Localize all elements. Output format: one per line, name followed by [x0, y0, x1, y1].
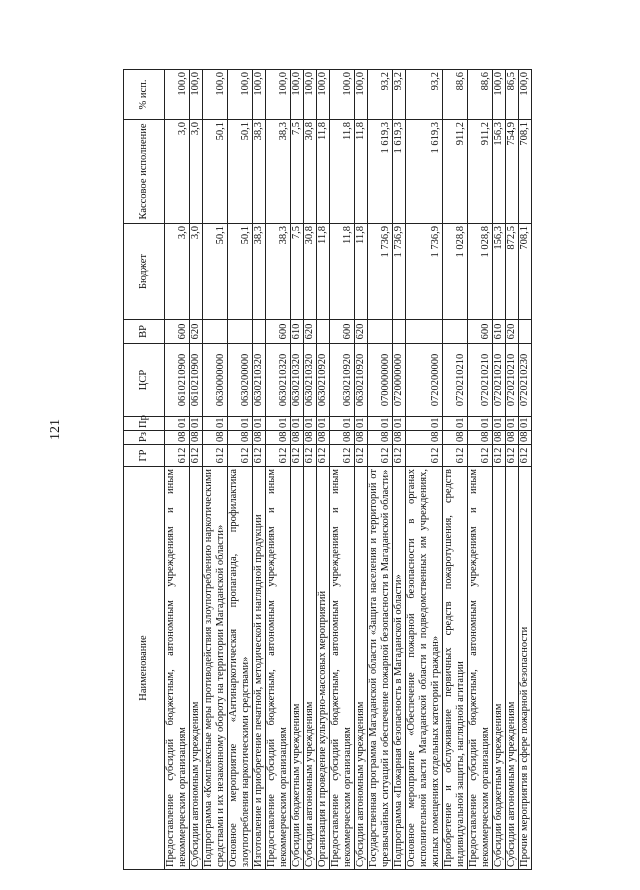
cell-pct: 100,0	[291, 70, 304, 120]
table-header-row	[124, 70, 165, 870]
cell-pct: 100,0	[253, 70, 266, 120]
table-row	[190, 70, 203, 870]
table-row	[266, 70, 291, 870]
cell-csr: 0630210320	[266, 344, 291, 417]
cell-vr	[228, 320, 253, 344]
cell-vr: 620	[304, 320, 317, 344]
cell-pct: 88,6	[468, 70, 493, 120]
cell-name: Субсидии автономным учреждениям	[304, 467, 317, 870]
cell-gr: 612	[253, 445, 266, 467]
cell-vr: 600	[468, 320, 493, 344]
cell-cash: 911,2	[468, 120, 493, 224]
cell-csr: 0700000000	[368, 344, 393, 417]
cell-pct: 93,2	[368, 70, 393, 120]
header-name: Наименование	[124, 467, 165, 870]
table-row	[519, 70, 532, 870]
cell-cash: 911,2	[443, 120, 468, 224]
cell-rz: 08	[443, 431, 468, 445]
cell-budget: 1 736,9	[406, 224, 443, 320]
header-cash: Кассовое исполнение	[124, 120, 165, 224]
cell-pr: 01	[165, 417, 190, 431]
cell-csr: 0720210230	[519, 344, 532, 417]
cell-pr: 01	[393, 417, 406, 431]
cell-cash: 754,9	[506, 120, 519, 224]
cell-gr: 612	[406, 445, 443, 467]
cell-pct: 100,0	[330, 70, 355, 120]
cell-rz: 08	[266, 431, 291, 445]
table-row	[355, 70, 368, 870]
cell-csr: 0720210210	[506, 344, 519, 417]
cell-pr: 01	[443, 417, 468, 431]
cell-rz: 08	[165, 431, 190, 445]
cell-pct: 100,0	[317, 70, 330, 120]
cell-cash: 38,3	[253, 120, 266, 224]
cell-name: Приобретение и обслуживание первичных средств пожаротушения, средств индивидуальной защиты, наглядной агитации	[443, 467, 468, 870]
cell-budget: 38,3	[253, 224, 266, 320]
cell-pr: 01	[203, 417, 228, 431]
cell-pct: 88,6	[443, 70, 468, 120]
cell-pr: 01	[190, 417, 203, 431]
cell-name: Подпрограмма «Комплексные меры противодействия злоупотреблению наркотическими средствами и их незаконному обороту на территории Магаданской области»	[203, 467, 228, 870]
cell-vr: 610	[493, 320, 506, 344]
cell-pct: 100,0	[266, 70, 291, 120]
table-row	[253, 70, 266, 870]
cell-vr: 620	[190, 320, 203, 344]
cell-pct: 100,0	[355, 70, 368, 120]
budget-table	[123, 69, 532, 870]
cell-budget: 1 736,9	[393, 224, 406, 320]
cell-cash: 156,3	[493, 120, 506, 224]
cell-vr: 600	[266, 320, 291, 344]
cell-pr: 01	[355, 417, 368, 431]
cell-pr: 01	[253, 417, 266, 431]
cell-gr: 612	[506, 445, 519, 467]
cell-pr: 01	[493, 417, 506, 431]
header-gr: ГР	[124, 445, 165, 467]
cell-cash: 3,0	[165, 120, 190, 224]
table-row	[443, 70, 468, 870]
cell-gr: 612	[203, 445, 228, 467]
cell-pr: 01	[506, 417, 519, 431]
cell-cash: 11,8	[330, 120, 355, 224]
cell-vr	[406, 320, 443, 344]
header-pct: % исп.	[124, 70, 165, 120]
table-row	[304, 70, 317, 870]
cell-pr: 01	[291, 417, 304, 431]
cell-gr: 612	[468, 445, 493, 467]
cell-rz: 08	[304, 431, 317, 445]
cell-name: Предоставление субсидий бюджетным, автономным учреждениям и иным некоммерческим организациям	[266, 467, 291, 870]
cell-cash: 1 619,3	[393, 120, 406, 224]
cell-vr: 600	[330, 320, 355, 344]
cell-vr	[393, 320, 406, 344]
cell-name: Основное мероприятие «Обеспечение пожарной безопасности в органах исполнительной власти Магаданской области и подведомственных им учреждениях, жилых помещениях отдельных категорий граждан»	[406, 467, 443, 870]
cell-cash: 7,5	[291, 120, 304, 224]
cell-name: Предоставление субсидий бюджетным, автономным учреждениям и иным некоммерческим организациям	[468, 467, 493, 870]
cell-vr	[368, 320, 393, 344]
cell-csr: 0610210900	[165, 344, 190, 417]
table-row	[203, 70, 228, 870]
cell-csr: 0630000000	[203, 344, 228, 417]
cell-vr: 620	[506, 320, 519, 344]
cell-budget: 156,3	[493, 224, 506, 320]
cell-gr: 612	[355, 445, 368, 467]
cell-rz: 08	[519, 431, 532, 445]
cell-csr: 0610210900	[190, 344, 203, 417]
cell-gr: 612	[291, 445, 304, 467]
cell-name: Субсидии автономным учреждениям	[190, 467, 203, 870]
table-row	[317, 70, 330, 870]
cell-rz: 08	[393, 431, 406, 445]
cell-rz: 08	[253, 431, 266, 445]
cell-cash: 3,0	[190, 120, 203, 224]
cell-pct: 100,0	[493, 70, 506, 120]
cell-cash: 38,3	[266, 120, 291, 224]
cell-csr: 0630210920	[317, 344, 330, 417]
cell-pct: 100,0	[165, 70, 190, 120]
cell-pr: 01	[468, 417, 493, 431]
cell-csr: 0630210920	[330, 344, 355, 417]
cell-vr	[317, 320, 330, 344]
cell-vr	[443, 320, 468, 344]
header-rz: Рз	[124, 431, 165, 445]
cell-gr: 612	[393, 445, 406, 467]
cell-rz: 08	[355, 431, 368, 445]
cell-rz: 08	[190, 431, 203, 445]
cell-pct: 93,2	[406, 70, 443, 120]
cell-gr: 612	[519, 445, 532, 467]
table-row	[406, 70, 443, 870]
table-row	[493, 70, 506, 870]
table-row	[330, 70, 355, 870]
cell-cash: 1 619,3	[368, 120, 393, 224]
cell-gr: 612	[330, 445, 355, 467]
cell-gr: 612	[228, 445, 253, 467]
cell-cash: 708,1	[519, 120, 532, 224]
cell-name: Организация и проведение культурно-массовых мероприятий	[317, 467, 330, 870]
cell-pct: 93,2	[393, 70, 406, 120]
table-row	[291, 70, 304, 870]
cell-budget: 50,1	[203, 224, 228, 320]
cell-budget: 1 736,9	[368, 224, 393, 320]
cell-name: Предоставление субсидий бюджетным, автономным учреждениям и иным некоммерческим организациям	[165, 467, 190, 870]
cell-rz: 08	[330, 431, 355, 445]
cell-csr: 0720210210	[468, 344, 493, 417]
cell-pr: 01	[228, 417, 253, 431]
cell-rz: 08	[468, 431, 493, 445]
cell-name: Государственная программа Магаданской области «Защита населения и территорий от чрезвычайных ситуаций и обеспечение пожарной безопасности в Магаданской области»	[368, 467, 393, 870]
cell-budget: 708,1	[519, 224, 532, 320]
cell-budget: 11,8	[330, 224, 355, 320]
cell-csr: 0720000000	[393, 344, 406, 417]
cell-cash: 50,1	[228, 120, 253, 224]
cell-vr	[203, 320, 228, 344]
cell-rz: 08	[406, 431, 443, 445]
cell-gr: 612	[368, 445, 393, 467]
cell-name: Подпрограмма «Пожарная безопасность в Магаданской области»	[393, 467, 406, 870]
table-row	[506, 70, 519, 870]
cell-name: Основное мероприятие «Антинаркотическая пропаганда, профилактика злоупотребления наркотическими средствами»	[228, 467, 253, 870]
table-row	[165, 70, 190, 870]
cell-vr	[519, 320, 532, 344]
cell-name: Субсидии автономным учреждениям	[506, 467, 519, 870]
cell-gr: 612	[266, 445, 291, 467]
cell-rz: 08	[317, 431, 330, 445]
rotated-table-container	[123, 70, 593, 870]
cell-csr: 0630210320	[291, 344, 304, 417]
cell-budget: 872,5	[506, 224, 519, 320]
cell-pr: 01	[266, 417, 291, 431]
table-row	[393, 70, 406, 870]
cell-csr: 0630200000	[228, 344, 253, 417]
cell-gr: 612	[165, 445, 190, 467]
cell-pr: 01	[330, 417, 355, 431]
cell-name: Предоставление субсидий бюджетным, автономным учреждениям и иным некоммерческим организациям	[330, 467, 355, 870]
cell-vr: 620	[355, 320, 368, 344]
cell-rz: 08	[291, 431, 304, 445]
table-row	[468, 70, 493, 870]
cell-pct: 100,0	[203, 70, 228, 120]
cell-csr: 0720210210	[443, 344, 468, 417]
cell-csr: 0630210320	[304, 344, 317, 417]
cell-pr: 01	[406, 417, 443, 431]
cell-gr: 612	[190, 445, 203, 467]
header-vr: ВР	[124, 320, 165, 344]
cell-gr: 612	[443, 445, 468, 467]
cell-rz: 08	[493, 431, 506, 445]
table-row	[368, 70, 393, 870]
cell-name: Субсидии бюджетным учреждениям	[291, 467, 304, 870]
cell-cash: 30,8	[304, 120, 317, 224]
cell-pr: 01	[519, 417, 532, 431]
cell-budget: 3,0	[165, 224, 190, 320]
cell-budget: 50,1	[228, 224, 253, 320]
cell-csr: 0630210320	[253, 344, 266, 417]
cell-pct: 100,0	[304, 70, 317, 120]
cell-cash: 50,1	[203, 120, 228, 224]
cell-cash: 1 619,3	[406, 120, 443, 224]
cell-budget: 11,8	[317, 224, 330, 320]
header-csr: ЦСР	[124, 344, 165, 417]
header-budget: Бюджет	[124, 224, 165, 320]
table-row	[228, 70, 253, 870]
cell-vr: 600	[165, 320, 190, 344]
cell-pr: 01	[368, 417, 393, 431]
cell-gr: 612	[304, 445, 317, 467]
cell-name: Субсидии автономным учреждениям	[355, 467, 368, 870]
cell-budget: 7,5	[291, 224, 304, 320]
cell-rz: 08	[228, 431, 253, 445]
cell-budget: 1 028,8	[443, 224, 468, 320]
cell-budget: 1 028,8	[468, 224, 493, 320]
cell-pr: 01	[304, 417, 317, 431]
cell-budget: 11,8	[355, 224, 368, 320]
cell-csr: 0720200000	[406, 344, 443, 417]
cell-name: Изготовление и приобретение печатной, методической и наглядной продукции	[253, 467, 266, 870]
cell-rz: 08	[203, 431, 228, 445]
cell-rz: 08	[368, 431, 393, 445]
cell-vr: 610	[291, 320, 304, 344]
header-pr: Пр	[124, 417, 165, 431]
cell-pr: 01	[317, 417, 330, 431]
cell-budget: 38,3	[266, 224, 291, 320]
cell-cash: 11,8	[355, 120, 368, 224]
cell-budget: 30,8	[304, 224, 317, 320]
page-number: 121	[48, 419, 63, 440]
cell-csr: 0630210920	[355, 344, 368, 417]
cell-csr: 0720210210	[493, 344, 506, 417]
cell-pct: 86,5	[506, 70, 519, 120]
cell-cash: 11,8	[317, 120, 330, 224]
cell-vr	[253, 320, 266, 344]
cell-pct: 100,0	[190, 70, 203, 120]
cell-name: Субсидии бюджетным учреждениям	[493, 467, 506, 870]
cell-gr: 612	[493, 445, 506, 467]
cell-pct: 100,0	[519, 70, 532, 120]
cell-name: Прочие мероприятия в сфере пожарной безопасности	[519, 467, 532, 870]
cell-gr: 612	[317, 445, 330, 467]
cell-budget: 3,0	[190, 224, 203, 320]
cell-rz: 08	[506, 431, 519, 445]
cell-pct: 100,0	[228, 70, 253, 120]
